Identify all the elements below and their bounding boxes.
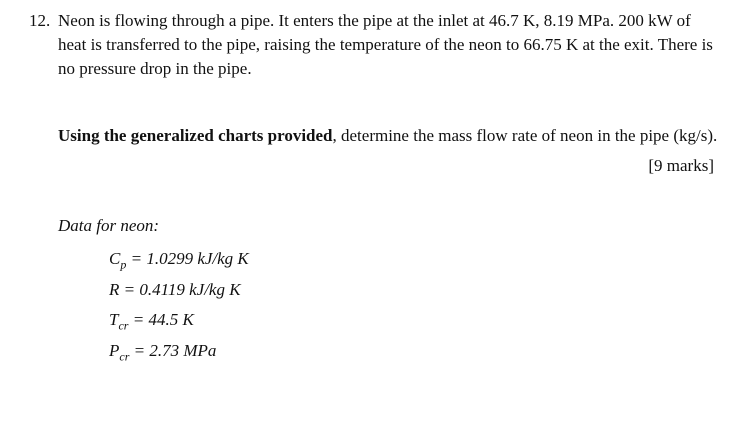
data-item-tcr bbox=[109, 306, 194, 334]
data-item-r bbox=[109, 276, 241, 304]
data-symbol: R bbox=[109, 280, 120, 299]
data-value: = 1.0299 kJ/kg K bbox=[126, 249, 249, 268]
data-symbol: T bbox=[109, 310, 119, 329]
data-subscript: cr bbox=[118, 318, 129, 333]
data-symbol: C bbox=[109, 249, 121, 268]
question-number: 12. bbox=[29, 11, 51, 30]
task-statement bbox=[58, 121, 718, 151]
data-value: = 44.5 K bbox=[128, 310, 194, 329]
marks-label: [9 marks] bbox=[648, 156, 714, 175]
data-subscript: cr bbox=[119, 349, 130, 364]
question-text: Neon is flowing through a pipe. It enters the pipe at the inlet at 46.7 K, 8.19 MPa. 200 kW of heat is transferred to the pipe, raising the temperature of the neon to 66.75 K at the exit. There is no pressure drop in the pipe. bbox=[58, 11, 713, 78]
data-item-pcr bbox=[109, 337, 216, 365]
data-subscript: p bbox=[120, 257, 127, 272]
data-heading: Data for neon: bbox=[58, 216, 160, 235]
data-value: = 0.4119 kJ/kg K bbox=[119, 280, 241, 299]
data-symbol: P bbox=[109, 341, 120, 360]
task-rest-text: , determine the mass flow rate of neon in the pipe (kg/s). bbox=[332, 126, 718, 145]
data-item-cp bbox=[109, 245, 249, 273]
task-bold-text: Using the generalized charts provided bbox=[58, 126, 333, 145]
data-value: = 2.73 MPa bbox=[129, 341, 217, 360]
